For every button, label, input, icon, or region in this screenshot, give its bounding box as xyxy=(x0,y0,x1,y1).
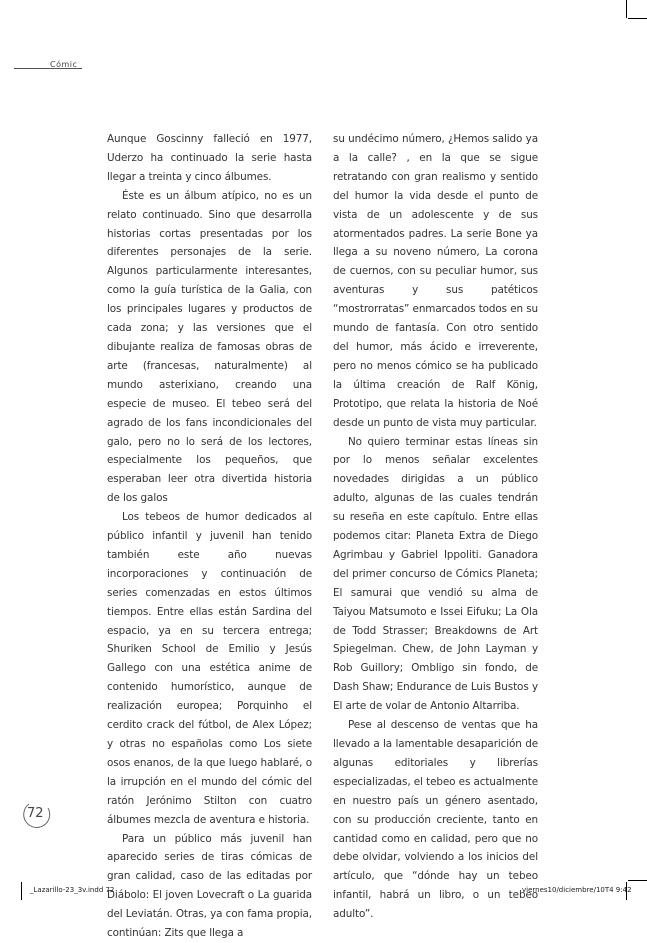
left-column xyxy=(107,130,312,943)
right-column xyxy=(333,130,538,924)
paragraph: Éste es un álbum atípico, no es un relato continuado. Sino que desarrolla historias cortas presentadas por los diferentes personajes de la serie. Algunos particularmente interesantes, como la guía turística de la Galia, con los principales lugares y productos de cada zona; y las versiones que el dibujante realiza de famosas obras de arte (francesas, naturalmente) al mundo asterixiano, creando una especie de museo. El tebeo será del agrado de los fans incondicionales del galo, pero no lo será de los lectores, especialmente los pequeños, que esperaban leer otra divertida historia de los galos xyxy=(107,189,312,505)
slug-timestamp: viernes10/diciembre/10T4 9:42 xyxy=(522,886,632,894)
crop-mark xyxy=(628,18,647,19)
crop-mark xyxy=(626,0,627,18)
section-label: Cómic xyxy=(50,60,78,69)
crop-mark xyxy=(628,880,647,881)
crop-mark xyxy=(21,882,22,900)
paragraph: Los tebeos de humor dedicados al público infantil y juvenil han tenido también este año nuevas incorporaciones y continuación de series comenzadas en estos últimos tiempos. Entre ellas están Sardina del espacio, ya en su tercera entrega; Shuriken School de Emilio y Jesús Gallego con una estética anime de contenido humorístico, aunque de realización europea; Porquinho el cerdito crack del fútbol, de Alex López; y otras no españolas como Los siete osos enanos, de la que luego hablaré, o la irrupción en el mundo del cómic del ratón Jerónimo Stilton con cuatro álbumes mezcla de aventura e historia. xyxy=(107,511,312,826)
paragraph: Para un público más juvenil han aparecido series de tiras cómicas de gran calidad, caso de las editadas por Diábolo: El joven Lovecraft o La guarida del Leviatán. Otras, ya con fama propia, continúan: Zits que llega a xyxy=(107,832,312,940)
paragraph: su undécimo número, ¿Hemos salido ya a la calle? , en la que se sigue retratando con gran realismo y sentido del humor la vida desde el punto de vista de un adolescente y de sus atormentados padres. La serie Bone ya llega a su noveno número, La corona de cuernos, con su peculiar humor, sus aventuras y sus patéticos “mostrorratas” enmarcados todos en su mundo de fantasía. Con otro sentido del humor, más ácido e irreverente, pero no menos cómico se ha publicado la última creación de Ralf König, Prototipo, que relata la historia de Noé desde un punto de vista muy particular. xyxy=(333,133,538,429)
slug-filename: _Lazarillo-23_3v.indd 72 xyxy=(30,886,115,894)
paragraph: Pese al descenso de ventas que ha llevado a la lamentable desaparición de algunas editoriales y librerías especializadas, el tebeo es actualmente en nuestro país un género asentado, con su producción creciente, tanto en cantidad como en calidad, pero que no debe olvidar, volviendo a los inicios del artículo, que “dónde hay un tebeo infantil, habrá un libro, o un tebeo adulto”. xyxy=(333,719,538,921)
page-number: 72 xyxy=(27,806,44,821)
page-number-badge xyxy=(21,800,51,830)
paragraph: Aunque Goscinny falleció en 1977, Uderzo ha continuado la serie hasta llegar a treinta y cinco álbumes. xyxy=(107,133,312,183)
paragraph: No quiero terminar estas líneas sin por lo menos señalar excelentes novedades dirigidas a un público adulto, algunas de las cuales tendrán su reseña en este capítulo. Entre ellas podemos citar: Planeta Extra de Diego Agrimbau y Gabriel Ippoliti. Ganadora del primer concurso de Cómics Planeta; El samurai que vendió su alma de Taiyou Matsumoto e Issei Eifuku; La Ola de Todd Strasser; Breakdowns de Art Spiegelman. Chew, de John Layman y Rob Guillory; Ombligo sin fondo, de Dash Shaw; Endurance de Luis Bustos y El arte de volar de Antonio Altarriba. xyxy=(333,435,538,713)
